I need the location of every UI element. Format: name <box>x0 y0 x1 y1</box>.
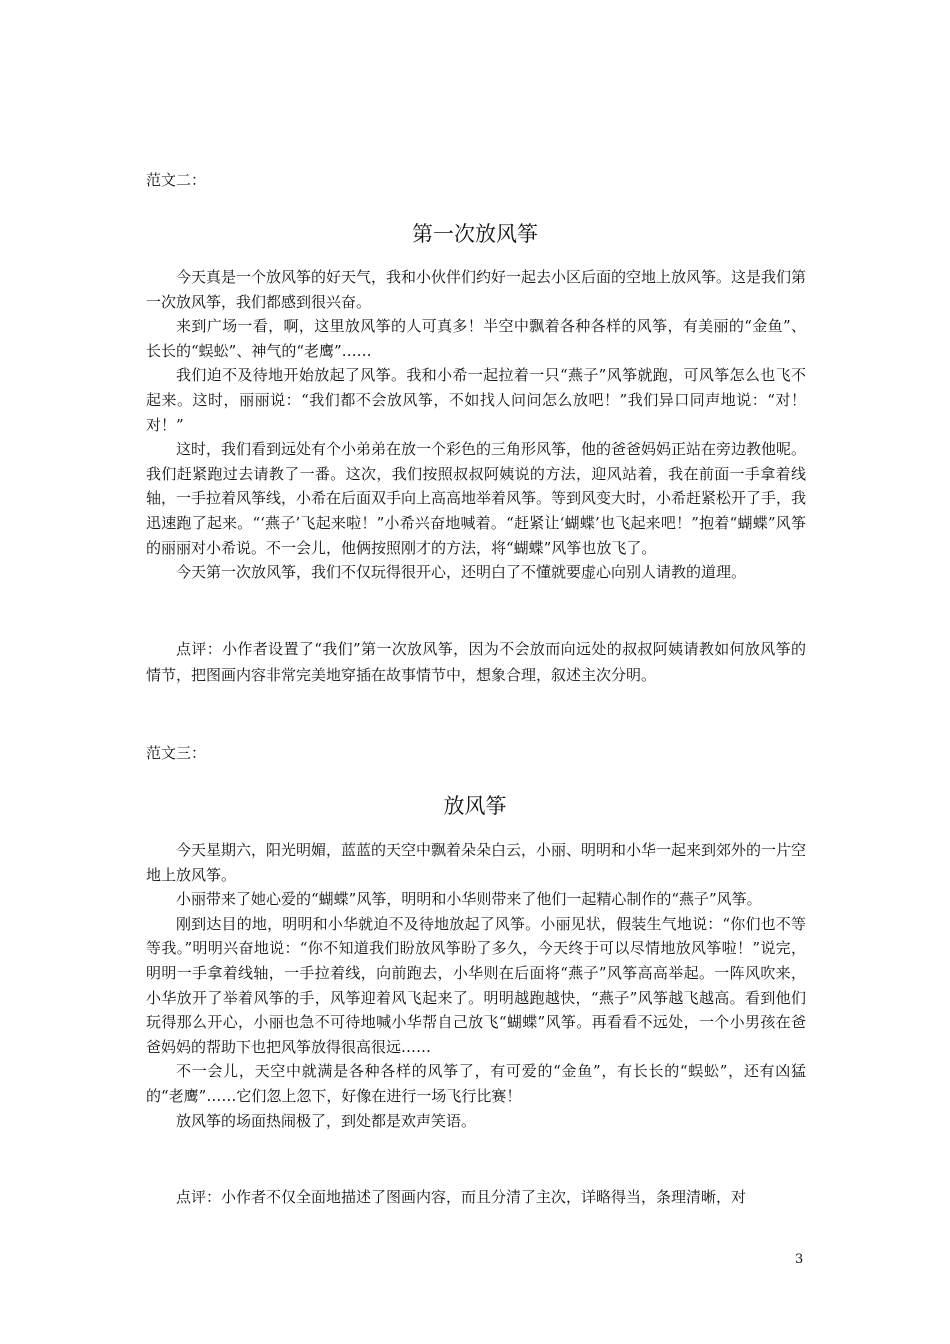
paragraph: 我们迫不及待地开始放起了风筝。我和小希一起拉着一只“燕子”风筝就跑，可风筝怎么也飞不起来。这时，丽丽说：“我们都不会放风筝，不如找人问问怎么放吧！”我们异口同声地说：“对！对！” <box>146 366 806 434</box>
paragraph: 小丽带来了她心爱的“蝴蝶”风筝，明明和小华则带来了他们一起精心制作的“燕子”风筝。 <box>176 890 762 909</box>
essay2-label: 范文二： <box>146 171 207 189</box>
paragraph: 不一会儿，天空中就满是各种各样的风筝了，有可爱的“金鱼”，有长长的“蜈蚣”，还有凶猛的“老鹰”……它们忽上忽下，好像在进行一场飞行比赛！ <box>146 1062 806 1105</box>
paragraph: 今天第一次放风筝，我们不仅玩得很开心，还明白了不懂就要虚心向别人请教的道理。 <box>176 563 747 582</box>
paragraph: 刚到达目的地，明明和小华就迫不及待地放起了风筝。小丽见状，假装生气地说：“你们也不等等我。”明明兴奋地说：“你不知道我们盼放风筝盼了多久，今天终于可以尽情地放风筝啦！”说完，明明一手拿着线轴，一手拉着线，向前跑去，小华则在后面将“燕子”风筝高高举起。一阵风吹来，小华放开了举着风筝的手，风筝迎着风飞起来了。明明越跑越快，“燕子”风筝越飞越高。看到他们玩得那么开心，小丽也急不可待地喊小华帮自己放飞“蝴蝶”风筝。再看看不远处，一个小男孩在爸爸妈妈的帮助下也把风筝放得很高很远…… <box>146 914 806 1056</box>
essay2-comment <box>146 636 806 688</box>
paragraph: 放风筝的场面热闹极了，到处都是欢声笑语。 <box>176 1111 477 1130</box>
essay2-body <box>146 265 806 585</box>
paragraph: 来到广场一看，啊，这里放风筝的人可真多！半空中飘着各种各样的风筝，有美丽的“金鱼”、长长的“蜈蚣”、神气的“老鹰”…… <box>146 317 806 360</box>
essay3-label: 范文三： <box>146 744 207 762</box>
essay3-title: 放风筝 <box>443 794 507 818</box>
essay3-comment <box>146 1184 806 1210</box>
essay2-title: 第一次放风筝 <box>412 222 538 246</box>
paragraph: 今天星期六，阳光明媚，蓝蓝的天空中飘着朵朵白云，小丽、明明和小华一起来到郊外的一片空地上放风筝。 <box>146 841 807 884</box>
paragraph: 今天真是一个放风筝的好天气，我和小伙伴们约好一起去小区后面的空地上放风筝。这是我们第一次放风筝，我们都感到很兴奋。 <box>146 268 807 311</box>
essay3-body <box>146 838 806 1133</box>
page-number: 3 <box>795 1252 804 1267</box>
paragraph: 这时，我们看到远处有个小弟弟在放一个彩色的三角形风筝，他的爸爸妈妈正站在旁边教他呢。我们赶紧跑过去请教了一番。这次，我们按照叔叔阿姨说的方法，迎风站着，我在前面一手拿着线轴，一手拉着风筝线，小希在后面双手向上高高地举着风筝。等到风变大时，小希赶紧松开了手，我迅速跑了起来。“‘燕子’飞起来啦！”小希兴奋地喊着。“赶紧让‘蝴蝶’也飞起来吧！”抱着“蝴蝶”风筝的丽丽对小希说。不一会儿，他俩按照刚才的方法，将“蝴蝶”风筝也放飞了。 <box>146 440 807 557</box>
comment-text: 点评：小作者不仅全面地描述了图画内容，而且分清了主次，详略得当，条理清晰，对 <box>176 1188 747 1206</box>
comment-text: 点评：小作者设置了“我们”第一次放风筝，因为不会放而向远处的叔叔阿姨请教如何放风筝的情节，把图画内容非常完美地穿插在故事情节中，想象合理，叙述主次分明。 <box>146 640 806 684</box>
